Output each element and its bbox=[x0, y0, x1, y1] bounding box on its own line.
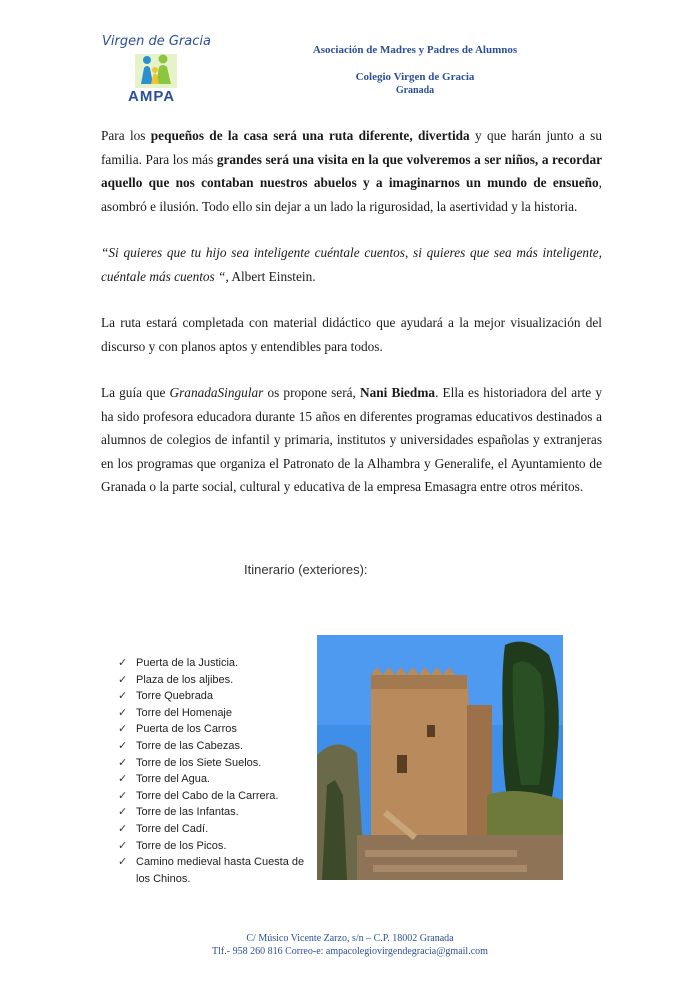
city-name: Granada bbox=[395, 85, 435, 96]
itinerary-item bbox=[118, 688, 311, 705]
itinerary-item bbox=[118, 721, 311, 738]
checkmark-icon: ✓ bbox=[118, 690, 128, 703]
itinerary-item-label: Torre del Agua. bbox=[136, 773, 210, 786]
checkmark-icon: ✓ bbox=[118, 706, 128, 719]
ampa-logo bbox=[100, 34, 210, 109]
checkmark-icon: ✓ bbox=[118, 773, 128, 786]
checkmark-icon: ✓ bbox=[118, 657, 128, 669]
quote-author: , Albert Einstein. bbox=[225, 268, 316, 284]
text-span: . Ella es historiadora del arte y ha sido profesora educadora durante 15 años en diferentes programas educativos destinados a alumnos de colegios de infantil y primaria, institutos y universidades españolas y extranjeras en los programas que organiza el Patronato de la Alhambra y Generalife, el Ayuntamiento de Granada o la parte social, cultural y educativa de la empresa Emasagra entre otros méritos. bbox=[101, 385, 602, 494]
itinerary-item-label: Torre de los Siete Suelos. bbox=[136, 756, 262, 769]
checkmark-icon: ✓ bbox=[118, 856, 128, 869]
header-organization bbox=[260, 44, 570, 97]
itinerary-item-label: Torre de los Picos. bbox=[136, 839, 227, 852]
association-name: Asociación de Madres y Padres de Alumnos bbox=[312, 44, 518, 56]
text-span: , asombró e ilusión. Todo ello sin dejar a un lado la rigurosidad, la asertividad y la historia. bbox=[101, 175, 602, 214]
logo-script-text: Virgen de Gracia bbox=[102, 34, 211, 49]
itinerary-item-label: Torre de las Cabezas. bbox=[136, 739, 243, 752]
itinerary-title: Itinerario (exteriores): bbox=[244, 562, 368, 577]
itinerary-item bbox=[118, 755, 311, 772]
school-name: Colegio Virgen de Gracia bbox=[355, 71, 475, 83]
itinerary-item bbox=[118, 804, 311, 821]
itinerary-item bbox=[118, 655, 311, 672]
itinerary-list bbox=[118, 655, 311, 887]
paragraph-intro bbox=[101, 124, 602, 218]
itinerary-item bbox=[118, 838, 311, 855]
italic-span: GranadaSingular bbox=[169, 385, 264, 400]
itinerary-item-label: Puerta de la Justicia. bbox=[136, 657, 239, 669]
checkmark-icon: ✓ bbox=[118, 806, 128, 819]
alhambra-tower-photo bbox=[317, 635, 563, 880]
itinerary-item-label: Torre del Cadí. bbox=[136, 822, 209, 835]
body-text bbox=[101, 124, 602, 522]
bold-span: pequeños de la casa será una ruta diferente, divertida bbox=[150, 128, 470, 143]
bold-span: grandes será una visita en la que volveremos a ser niños, a recordar aquello que nos contaban nuestros abuelos y a imaginarnos un mundo de ensueño bbox=[101, 151, 602, 190]
checkmark-icon: ✓ bbox=[118, 822, 128, 835]
itinerary-item-label: Camino medieval hasta Cuesta de los Chinos. bbox=[136, 856, 305, 885]
checkmark-icon: ✓ bbox=[118, 839, 128, 852]
itinerary-item-label: Torre del Cabo de la Carrera. bbox=[136, 789, 279, 802]
itinerary-item-label: Torre Quebrada bbox=[136, 690, 214, 703]
footer-contact: Tlf.- 958 260 816 Correo-e: ampacolegiovirgendegracia@gmail.com bbox=[212, 946, 488, 957]
text-span: La guía que bbox=[101, 385, 170, 400]
itinerary-item-label: Torre del Homenaje bbox=[136, 706, 232, 719]
paragraph-material: La ruta estará completada con material didáctico que ayudará a la mejor visualización del discurso y con planos aptos y entendibles para todos. bbox=[101, 315, 602, 354]
paragraph-guide bbox=[101, 381, 602, 499]
itinerary-item bbox=[118, 705, 311, 722]
itinerary-item-label: Plaza de los aljibes. bbox=[136, 673, 234, 686]
itinerary-item bbox=[118, 738, 311, 755]
checkmark-icon: ✓ bbox=[118, 789, 128, 802]
guide-name: Nani Biedma bbox=[360, 385, 436, 400]
itinerary-item bbox=[118, 854, 311, 887]
text-span: os propone será, bbox=[263, 385, 360, 400]
einstein-quote: “Si quieres que tu hijo sea inteligente cuéntale cuentos, si quieres que sea más inteligente, cuéntale más cuentos “ bbox=[101, 245, 602, 284]
itinerary-item bbox=[118, 788, 311, 805]
itinerary-item bbox=[118, 771, 311, 788]
footer bbox=[150, 932, 550, 958]
footer-address: C/ Músico Vicente Zarzo, s/n – C.P. 18002 Granada bbox=[246, 933, 454, 944]
checkmark-icon: ✓ bbox=[118, 739, 128, 752]
text-span: Para los bbox=[101, 128, 151, 143]
itinerary-item bbox=[118, 672, 311, 689]
itinerary-item-label: Torre de las Infantas. bbox=[136, 806, 239, 819]
logo-ampa-text: AMPA bbox=[128, 88, 176, 105]
checkmark-icon: ✓ bbox=[118, 723, 128, 736]
checkmark-icon: ✓ bbox=[118, 756, 128, 769]
checkmark-icon: ✓ bbox=[118, 673, 128, 686]
paragraph-quote bbox=[101, 241, 602, 288]
text-span: y que harán junto a su familia. Para los más bbox=[101, 128, 602, 167]
itinerary-item bbox=[118, 821, 311, 838]
family-figures-icon bbox=[133, 50, 179, 90]
itinerary-item-label: Puerta de los Carros bbox=[136, 723, 237, 736]
